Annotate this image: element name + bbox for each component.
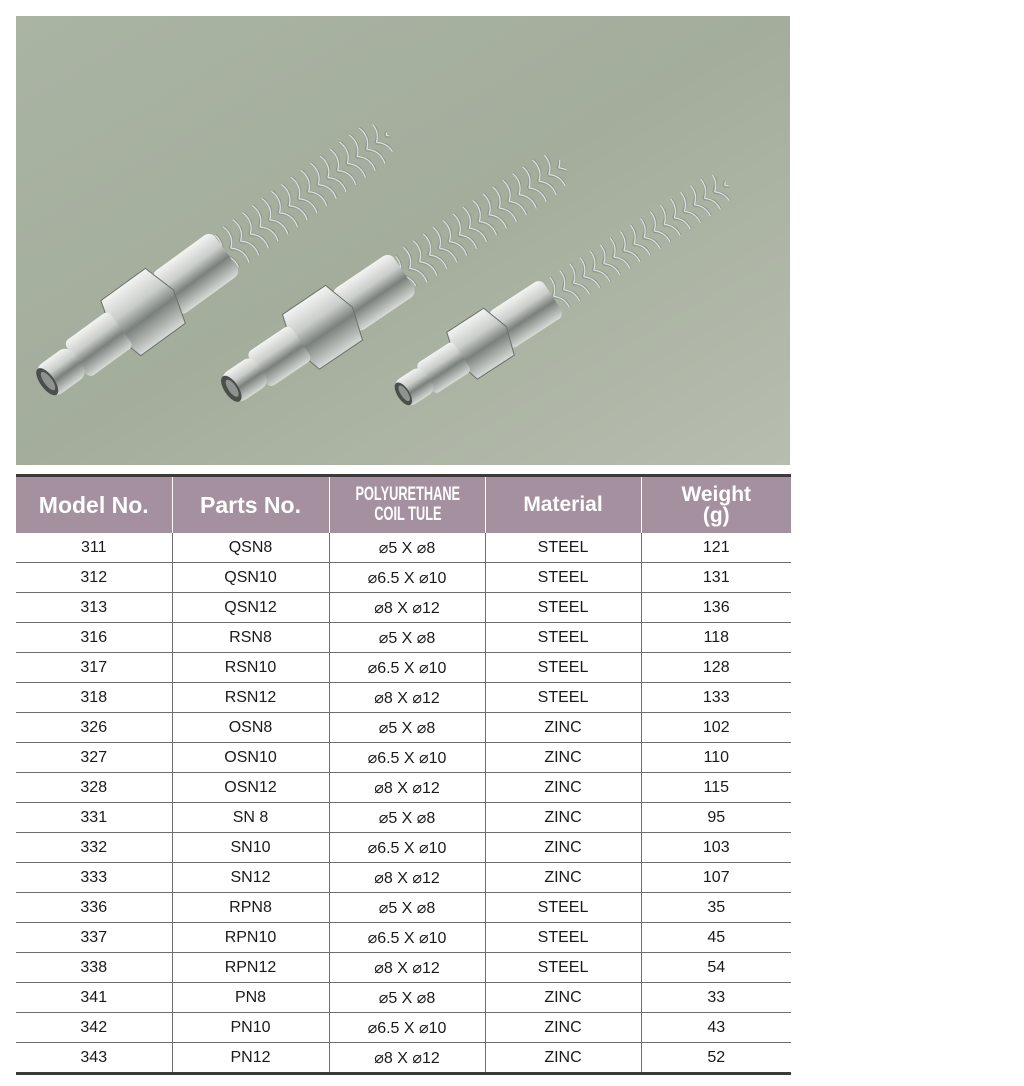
- cell-parts: RPN12: [172, 953, 329, 983]
- cell-weight: 43: [641, 1013, 791, 1043]
- table-row: [16, 803, 791, 833]
- cell-material: ZINC: [485, 983, 641, 1013]
- cell-coil: ⌀5 X ⌀8: [329, 533, 485, 563]
- header-coil-tule: [329, 477, 485, 533]
- header-coil-line1: POLYURETHANE: [354, 484, 460, 505]
- cell-model: 327: [16, 743, 172, 773]
- cell-parts: QSN12: [172, 593, 329, 623]
- cell-material: STEEL: [485, 923, 641, 953]
- table-row: [16, 1013, 791, 1043]
- cell-coil: ⌀6.5 X ⌀10: [329, 743, 485, 773]
- cell-coil: ⌀8 X ⌀12: [329, 773, 485, 803]
- cell-parts: PN10: [172, 1013, 329, 1043]
- header-weight-line2: (g): [702, 504, 730, 527]
- cell-coil: ⌀5 X ⌀8: [329, 713, 485, 743]
- header-parts-no: Parts No.: [172, 477, 329, 533]
- cell-material: STEEL: [485, 653, 641, 683]
- cell-weight: 128: [641, 653, 791, 683]
- cell-coil: ⌀5 X ⌀8: [329, 983, 485, 1013]
- cell-model: 326: [16, 713, 172, 743]
- cell-parts: OSN8: [172, 713, 329, 743]
- table-row: [16, 923, 791, 953]
- table-row: [16, 533, 791, 563]
- cell-coil: ⌀6.5 X ⌀10: [329, 653, 485, 683]
- table-row: [16, 773, 791, 803]
- cell-parts: PN8: [172, 983, 329, 1013]
- cell-model: 317: [16, 653, 172, 683]
- table-row: [16, 743, 791, 773]
- table-row: [16, 863, 791, 893]
- cell-weight: 115: [641, 773, 791, 803]
- cell-model: 312: [16, 563, 172, 593]
- cell-model: 342: [16, 1013, 172, 1043]
- cell-parts: RSN10: [172, 653, 329, 683]
- cell-material: STEEL: [485, 533, 641, 563]
- cell-weight: 45: [641, 923, 791, 953]
- cell-material: STEEL: [485, 563, 641, 593]
- header-weight: [641, 477, 791, 533]
- cell-coil: ⌀5 X ⌀8: [329, 623, 485, 653]
- cell-material: STEEL: [485, 683, 641, 713]
- header-material: Material: [485, 477, 641, 533]
- cell-coil: ⌀8 X ⌀12: [329, 593, 485, 623]
- cell-weight: 118: [641, 623, 791, 653]
- cell-material: ZINC: [485, 713, 641, 743]
- header-coil-line2: COIL TULE: [373, 504, 441, 525]
- table-row: [16, 653, 791, 683]
- header-model-no: Model No.: [16, 477, 172, 533]
- cell-material: STEEL: [485, 953, 641, 983]
- cell-weight: 52: [707, 1048, 726, 1066]
- cell-material: ZINC: [485, 833, 641, 863]
- table-header-row: [16, 477, 791, 533]
- table-row: [16, 893, 791, 923]
- header-weight-line1: Weight: [681, 483, 752, 506]
- cell-material: STEEL: [485, 623, 641, 653]
- cell-model: 328: [16, 773, 172, 803]
- cell-model: 331: [16, 803, 172, 833]
- cell-material: ZINC: [485, 743, 641, 773]
- cell-weight: 133: [641, 683, 791, 713]
- cell-parts: SN12: [172, 863, 329, 893]
- product-photo: [16, 16, 790, 465]
- cell-parts: RPN8: [172, 893, 329, 923]
- cell-coil: ⌀6.5 X ⌀10: [329, 563, 485, 593]
- table-row: [16, 683, 791, 713]
- cell-coil: ⌀8 X ⌀12: [329, 683, 485, 713]
- table-row: [16, 983, 791, 1013]
- cell-material: ZINC: [485, 773, 641, 803]
- cell-model: 338: [16, 953, 172, 983]
- cell-parts: SN10: [172, 833, 329, 863]
- cell-weight: 107: [641, 863, 791, 893]
- cell-parts: PN12: [172, 1043, 329, 1073]
- table-bottom-rule: [16, 1072, 791, 1075]
- table-row: [16, 623, 791, 653]
- cell-material: ZINC: [485, 1013, 641, 1043]
- cell-coil: ⌀8 X ⌀12: [329, 953, 485, 983]
- cell-coil: ⌀5 X ⌀8: [329, 803, 485, 833]
- cell-weight: 121: [641, 533, 791, 563]
- cell-material: ZINC: [485, 1043, 641, 1073]
- cell-material: STEEL: [485, 893, 641, 923]
- cell-model: 311: [16, 533, 172, 563]
- cell-coil: ⌀6.5 X ⌀10: [329, 1013, 485, 1043]
- cell-coil: ⌀8 X ⌀12: [329, 1043, 485, 1073]
- cell-weight: 102: [641, 713, 791, 743]
- cell-parts: RPN10: [172, 923, 329, 953]
- cell-parts: SN 8: [172, 803, 329, 833]
- cell-model: 318: [16, 683, 172, 713]
- cell-parts: QSN8: [172, 533, 329, 563]
- cell-weight: 131: [641, 563, 791, 593]
- table-row: [16, 953, 791, 983]
- cell-parts: OSN10: [172, 743, 329, 773]
- cell-material: STEEL: [485, 593, 641, 623]
- specification-table: [16, 474, 791, 1075]
- cell-parts: OSN12: [172, 773, 329, 803]
- cell-parts: QSN10: [172, 563, 329, 593]
- cell-coil: ⌀8 X ⌀12: [329, 863, 485, 893]
- cell-weight: 33: [641, 983, 791, 1013]
- cell-model: 343: [16, 1043, 172, 1073]
- table-row: [16, 833, 791, 863]
- cell-parts: RSN8: [172, 623, 329, 653]
- cell-model: 341: [16, 983, 172, 1013]
- cell-model: 333: [16, 863, 172, 893]
- table-row: [16, 593, 791, 623]
- cell-material: ZINC: [485, 863, 641, 893]
- cell-weight: 110: [641, 743, 791, 773]
- cell-model: 332: [16, 833, 172, 863]
- cell-coil: ⌀6.5 X ⌀10: [329, 923, 485, 953]
- cell-model: 316: [16, 623, 172, 653]
- coupler-photo-illustration: [16, 16, 790, 465]
- cell-model: 336: [16, 893, 172, 923]
- table-row: [16, 713, 791, 743]
- cell-model: 313: [16, 593, 172, 623]
- table-row: [16, 563, 791, 593]
- cell-weight: 95: [641, 803, 791, 833]
- cell-weight: 136: [641, 593, 791, 623]
- cell-weight: 103: [641, 833, 791, 863]
- cell-material: ZINC: [485, 803, 641, 833]
- cell-weight: 35: [641, 893, 791, 923]
- cell-model: 337: [16, 923, 172, 953]
- cell-weight: 54: [641, 953, 791, 983]
- cell-parts: RSN12: [172, 683, 329, 713]
- cell-coil: ⌀5 X ⌀8: [329, 893, 485, 923]
- cell-coil: ⌀6.5 X ⌀10: [329, 833, 485, 863]
- table-row: [16, 1043, 791, 1073]
